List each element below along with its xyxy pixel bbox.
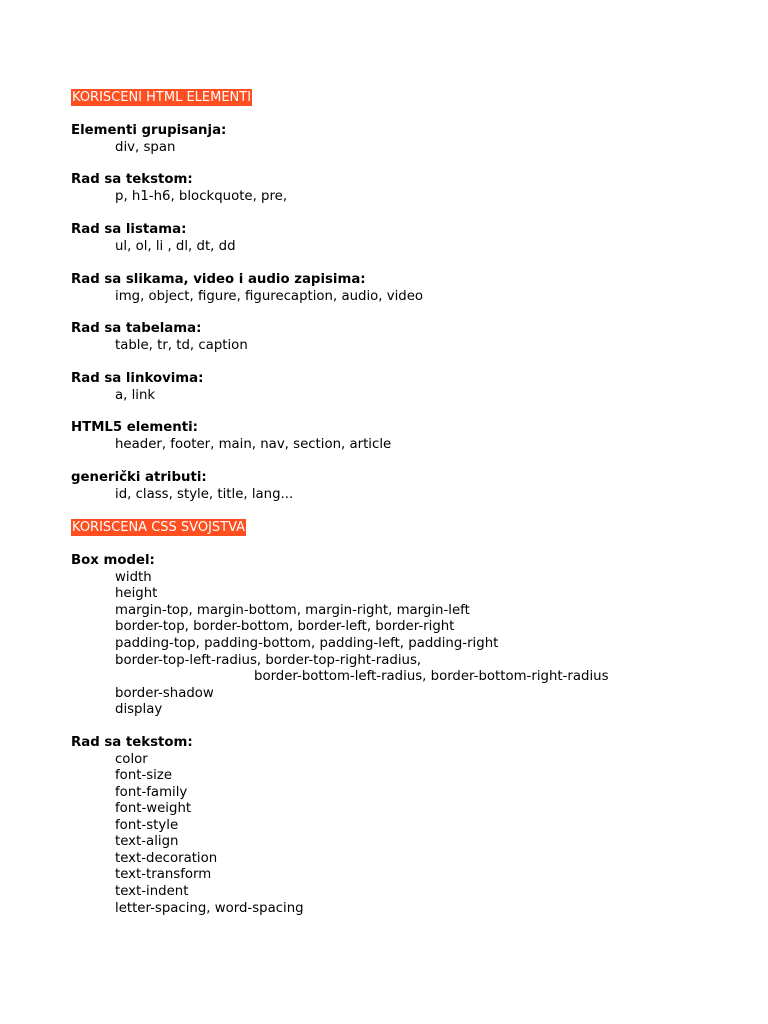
css-text-item: letter-spacing, word-spacing (115, 901, 304, 916)
css-text-item: text-indent (115, 884, 189, 899)
css-text-item: font-style (115, 818, 179, 833)
group-value-media: img, object, figure, figurecaption, audio, video (115, 289, 424, 304)
css-text-item: text-decoration (115, 851, 218, 866)
group-label-links: Rad sa linkovima: (71, 371, 204, 386)
css-text-item: text-align (115, 834, 179, 849)
css-text-item: color (115, 752, 148, 767)
group-value-tables: table, tr, td, caption (115, 338, 248, 353)
css-text-item: font-size (115, 768, 173, 783)
box-model-label: Box model: (71, 553, 155, 568)
group-label-attributes: generički atributi: (71, 470, 207, 485)
group-label-lists: Rad sa listama: (71, 222, 187, 237)
box-model-item: display (115, 702, 163, 717)
box-model-item: border-top-left-radius, border-top-right-radius, (115, 653, 422, 668)
group-value-links: a, link (115, 388, 156, 403)
group-value-attributes: id, class, style, title, lang... (115, 487, 294, 502)
box-model-item: padding-top, padding-bottom, padding-left, padding-right (115, 636, 499, 651)
box-model-item: margin-top, margin-bottom, margin-right, margin-left (115, 603, 470, 618)
box-model-item: border-bottom-left-radius, border-bottom-right-radius (254, 669, 609, 684)
css-text-item: text-transform (115, 867, 212, 882)
group-label-tables: Rad sa tabelama: (71, 321, 202, 336)
box-model-item: height (115, 586, 158, 601)
group-value-grouping: div, span (115, 140, 176, 155)
html-elements-heading: KORISCENI HTML ELEMENTI (72, 90, 252, 105)
group-value-html5: header, footer, main, nav, section, article (115, 437, 392, 452)
group-label-html5: HTML5 elementi: (71, 420, 198, 435)
box-model-item: border-shadow (115, 686, 214, 701)
group-value-text: p, h1-h6, blockquote, pre, (115, 189, 288, 204)
css-text-item: font-family (115, 785, 188, 800)
box-model-item: width (115, 570, 152, 585)
box-model-item: border-top, border-bottom, border-left, border-right (115, 619, 455, 634)
css-text-label: Rad sa tekstom: (71, 735, 193, 750)
group-label-text: Rad sa tekstom: (71, 172, 193, 187)
group-value-lists: ul, ol, li , dl, dt, dd (115, 239, 236, 254)
css-text-item: font-weight (115, 801, 192, 816)
group-label-grouping: Elementi grupisanja: (71, 123, 227, 138)
css-properties-heading: KORISCENA CSS SVOJSTVA (72, 520, 246, 535)
group-label-media: Rad sa slikama, video i audio zapisima: (71, 272, 366, 287)
